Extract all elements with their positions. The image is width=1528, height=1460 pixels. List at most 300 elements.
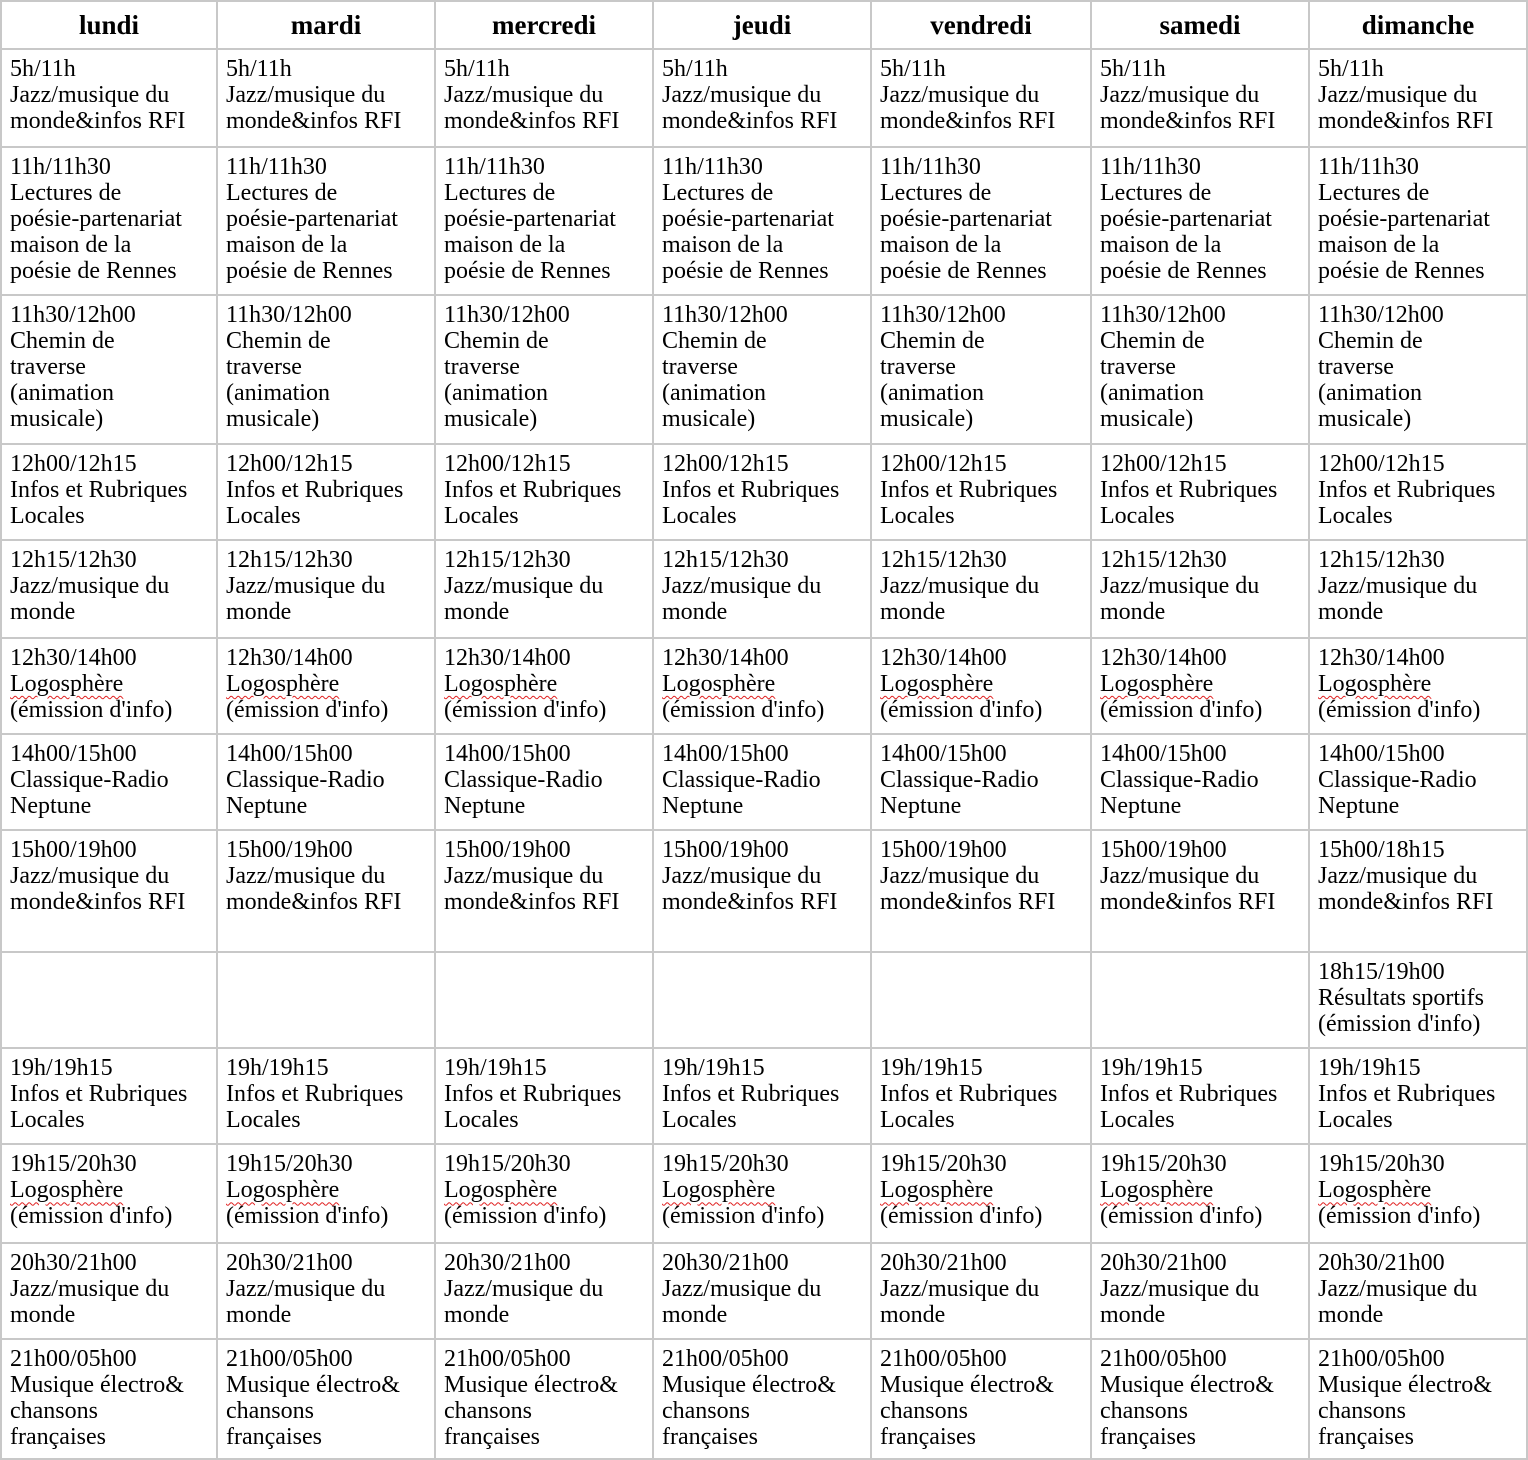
time-slot: 21h00/05h00	[662, 1345, 789, 1372]
schedule-cell-samedi	[1092, 1340, 1310, 1460]
schedule-row	[2, 50, 1528, 148]
program-text: françaises	[444, 1423, 540, 1450]
schedule-cell-samedi	[1092, 50, 1310, 148]
program-text: poésie de Rennes	[1100, 258, 1267, 285]
program-text: musicale)	[1100, 406, 1194, 433]
program-text: françaises	[10, 1423, 106, 1450]
program-text: monde	[1100, 598, 1166, 625]
schedule-cell-dimanche	[1310, 541, 1528, 639]
program-text: Locales	[1100, 502, 1175, 529]
program-text: Logosphère	[1100, 670, 1214, 697]
program-text: Logosphère	[226, 670, 340, 697]
schedule-row	[2, 1049, 1528, 1145]
time-slot: 12h30/14h00	[10, 644, 137, 671]
schedule-cell-lundi	[2, 1145, 218, 1243]
time-slot: 19h15/20h30	[1100, 1151, 1227, 1178]
schedule-cell-mardi	[218, 735, 436, 831]
program-text: chansons	[1100, 1397, 1188, 1424]
program-text: monde&infos RFI	[10, 108, 186, 134]
program-text: chansons	[880, 1397, 968, 1424]
schedule-row	[2, 541, 1528, 639]
schedule-row	[2, 1340, 1528, 1460]
program-text: maison de la	[226, 232, 348, 259]
program-text: Jazz/musique du	[1100, 863, 1260, 890]
program-text: Lectures de	[662, 180, 774, 207]
schedule-cell-samedi	[1092, 735, 1310, 831]
program-text: poésie-partenariat	[662, 206, 834, 233]
program-text: Locales	[880, 502, 955, 529]
program-text: Locales	[226, 502, 301, 529]
program-text: monde&infos RFI	[1318, 889, 1494, 916]
time-slot: 20h30/21h00	[226, 1249, 353, 1276]
program-text: Logosphère	[226, 1177, 340, 1204]
time-slot: 5h/11h	[1100, 56, 1166, 82]
schedule-cell-vendredi	[872, 831, 1092, 953]
program-text: Infos et Rubriques	[10, 476, 188, 503]
day-header-samedi: samedi	[1092, 2, 1310, 50]
schedule-row	[2, 735, 1528, 831]
program-text: Locales	[444, 1107, 519, 1134]
program-text: Lectures de	[226, 180, 338, 207]
program-text: (animation	[226, 380, 330, 407]
program-text: Jazz/musique du	[1318, 82, 1478, 108]
time-slot: 12h30/14h00	[1318, 644, 1445, 671]
program-text: traverse	[444, 354, 520, 381]
program-text: Infos et Rubriques	[1318, 476, 1496, 503]
schedule-cell-lundi	[2, 445, 218, 541]
time-slot: 14h00/15h00	[226, 740, 353, 767]
time-slot: 11h/11h30	[880, 154, 981, 181]
time-slot: 20h30/21h00	[880, 1249, 1007, 1276]
program-text: Locales	[1318, 1107, 1393, 1134]
program-text: Infos et Rubriques	[662, 476, 840, 503]
day-header-mercredi: mercredi	[436, 2, 654, 50]
schedule-cell-samedi	[1092, 639, 1310, 735]
program-text: Lectures de	[1318, 180, 1430, 207]
schedule-cell-mardi	[218, 1145, 436, 1243]
schedule-cell-vendredi	[872, 148, 1092, 296]
schedule-cell-vendredi	[872, 953, 1092, 1049]
schedule-cell-jeudi	[654, 541, 872, 639]
program-text: monde	[662, 598, 728, 625]
time-slot: 20h30/21h00	[662, 1249, 789, 1276]
schedule-cell-samedi	[1092, 831, 1310, 953]
schedule-cell-dimanche	[1310, 1244, 1528, 1340]
schedule-body	[2, 50, 1528, 1460]
time-slot: 19h/19h15	[444, 1055, 547, 1082]
schedule-cell-lundi	[2, 953, 218, 1049]
time-slot: 11h/11h30	[444, 154, 545, 181]
program-text: Locales	[662, 502, 737, 529]
program-text: Jazz/musique du	[444, 1275, 604, 1302]
program-text: Locales	[10, 502, 85, 529]
program-text: poésie-partenariat	[444, 206, 616, 233]
program-text: monde&infos RFI	[1318, 108, 1494, 134]
schedule-cell-lundi	[2, 831, 218, 953]
schedule-row	[2, 831, 1528, 953]
schedule-cell-mardi	[218, 445, 436, 541]
time-slot: 14h00/15h00	[1100, 740, 1227, 767]
program-text: (émission d'info)	[226, 1203, 389, 1230]
program-text: Chemin de	[444, 328, 549, 355]
schedule-row	[2, 953, 1528, 1049]
program-text: Chemin de	[1318, 328, 1423, 355]
time-slot: 11h/11h30	[662, 154, 763, 181]
time-slot: 19h15/20h30	[226, 1151, 353, 1178]
schedule-cell-dimanche	[1310, 1145, 1528, 1243]
schedule-cell-jeudi	[654, 735, 872, 831]
program-text: Musique électro&	[662, 1371, 836, 1398]
program-text: Neptune	[1100, 792, 1182, 819]
program-text: Jazz/musique du	[10, 572, 170, 599]
program-text: Classique-Radio	[1100, 766, 1259, 793]
time-slot: 14h00/15h00	[662, 740, 789, 767]
program-text: Jazz/musique du	[1318, 863, 1478, 890]
time-slot: 11h30/12h00	[662, 302, 788, 329]
schedule-cell-jeudi	[654, 445, 872, 541]
time-slot: 12h15/12h30	[1100, 546, 1227, 573]
program-text: poésie de Rennes	[880, 258, 1047, 285]
schedule-cell-mercredi	[436, 296, 654, 444]
program-text: Chemin de	[880, 328, 985, 355]
time-slot: 15h00/19h00	[10, 837, 137, 864]
schedule-cell-dimanche	[1310, 831, 1528, 953]
program-text: traverse	[1100, 354, 1176, 381]
time-slot: 12h15/12h30	[444, 546, 571, 573]
schedule-cell-lundi	[2, 1244, 218, 1340]
time-slot: 15h00/19h00	[1100, 837, 1227, 864]
program-text: monde&infos RFI	[880, 108, 1056, 134]
program-text: monde	[1318, 1301, 1384, 1328]
schedule-cell-lundi	[2, 735, 218, 831]
schedule-cell-samedi	[1092, 1244, 1310, 1340]
time-slot: 12h00/12h15	[1318, 450, 1445, 477]
program-text: (animation	[444, 380, 548, 407]
schedule-cell-mercredi	[436, 445, 654, 541]
day-header-vendredi: vendredi	[872, 2, 1092, 50]
program-text: (émission d'info)	[10, 696, 173, 723]
program-text: Jazz/musique du	[226, 82, 386, 108]
time-slot: 11h30/12h00	[1100, 302, 1226, 329]
program-text: poésie-partenariat	[1100, 206, 1272, 233]
program-text: Logosphère	[10, 1177, 124, 1204]
program-text: Jazz/musique du	[10, 1275, 170, 1302]
schedule-cell-mardi	[218, 1244, 436, 1340]
program-text: Chemin de	[10, 328, 115, 355]
program-text: françaises	[662, 1423, 758, 1450]
schedule-cell-jeudi	[654, 50, 872, 148]
program-text: monde&infos RFI	[444, 889, 620, 916]
header-row	[2, 2, 1528, 50]
program-text: Jazz/musique du	[226, 1275, 386, 1302]
time-slot: 11h30/12h00	[444, 302, 570, 329]
program-text: Chemin de	[662, 328, 767, 355]
schedule-cell-dimanche	[1310, 735, 1528, 831]
schedule-cell-dimanche	[1310, 1340, 1528, 1460]
program-text: Infos et Rubriques	[226, 1081, 404, 1108]
schedule-cell-lundi	[2, 1049, 218, 1145]
program-text: Infos et Rubriques	[226, 476, 404, 503]
program-text: maison de la	[1100, 232, 1222, 259]
schedule-cell-vendredi	[872, 296, 1092, 444]
time-slot: 14h00/15h00	[1318, 740, 1445, 767]
program-text: Lectures de	[10, 180, 122, 207]
schedule-cell-vendredi	[872, 445, 1092, 541]
program-text: Musique électro&	[226, 1371, 400, 1398]
program-text: traverse	[662, 354, 738, 381]
program-text: Neptune	[1318, 792, 1400, 819]
time-slot: 12h00/12h15	[444, 450, 571, 477]
time-slot: 20h30/21h00	[10, 1249, 137, 1276]
program-text: Logosphère	[880, 1177, 994, 1204]
schedule-cell-mercredi	[436, 639, 654, 735]
schedule-cell-vendredi	[872, 1340, 1092, 1460]
program-text: monde&infos RFI	[226, 108, 402, 134]
schedule-cell-mercredi	[436, 541, 654, 639]
program-text: maison de la	[444, 232, 566, 259]
program-text: Locales	[1318, 502, 1393, 529]
program-text: Infos et Rubriques	[1318, 1081, 1496, 1108]
program-text: Infos et Rubriques	[662, 1081, 840, 1108]
schedule-cell-mardi	[218, 831, 436, 953]
program-text: Infos et Rubriques	[880, 476, 1058, 503]
time-slot: 12h15/12h30	[10, 546, 137, 573]
program-text: poésie de Rennes	[226, 258, 393, 285]
schedule-row	[2, 1244, 1528, 1340]
program-text: monde	[226, 1301, 292, 1328]
program-text: Infos et Rubriques	[880, 1081, 1058, 1108]
time-slot: 14h00/15h00	[444, 740, 571, 767]
time-slot: 12h00/12h15	[1100, 450, 1227, 477]
schedule-cell-mercredi	[436, 831, 654, 953]
program-text: Jazz/musique du	[662, 863, 822, 890]
program-text: Jazz/musique du	[662, 572, 822, 599]
program-text: maison de la	[1318, 232, 1440, 259]
time-slot: 12h30/14h00	[444, 644, 571, 671]
schedule-cell-dimanche	[1310, 953, 1528, 1049]
program-text: Jazz/musique du	[10, 82, 170, 108]
schedule-cell-samedi	[1092, 1145, 1310, 1243]
schedule-cell-dimanche	[1310, 50, 1528, 148]
program-text: Logosphère	[10, 670, 124, 697]
program-text: Classique-Radio	[1318, 766, 1477, 793]
schedule-cell-mercredi	[436, 1244, 654, 1340]
program-text: Lectures de	[880, 180, 992, 207]
program-text: Logosphère	[662, 670, 776, 697]
program-text: chansons	[226, 1397, 314, 1424]
schedule-cell-lundi	[2, 1340, 218, 1460]
time-slot: 12h15/12h30	[662, 546, 789, 573]
program-text: Classique-Radio	[444, 766, 603, 793]
program-text: Jazz/musique du	[1100, 572, 1260, 599]
time-slot: 5h/11h	[880, 56, 946, 82]
schedule-cell-vendredi	[872, 735, 1092, 831]
program-text: monde&infos RFI	[10, 889, 186, 916]
schedule-cell-dimanche	[1310, 639, 1528, 735]
program-text: Infos et Rubriques	[10, 1081, 188, 1108]
program-text: monde	[444, 1301, 510, 1328]
schedule-cell-mardi	[218, 50, 436, 148]
time-slot: 12h30/14h00	[1100, 644, 1227, 671]
program-text: maison de la	[880, 232, 1002, 259]
schedule-cell-vendredi	[872, 1049, 1092, 1145]
program-text: (émission d'info)	[1318, 1203, 1481, 1230]
time-slot: 15h00/19h00	[662, 837, 789, 864]
program-text: françaises	[226, 1423, 322, 1450]
time-slot: 12h30/14h00	[880, 644, 1007, 671]
time-slot: 21h00/05h00	[1100, 1345, 1227, 1372]
schedule-cell-mercredi	[436, 735, 654, 831]
program-text: poésie de Rennes	[662, 258, 829, 285]
time-slot: 20h30/21h00	[1100, 1249, 1227, 1276]
program-text: Locales	[880, 1107, 955, 1134]
program-text: monde&infos RFI	[226, 889, 402, 916]
program-text: Résultats sportifs	[1318, 985, 1484, 1012]
program-text: Musique électro&	[10, 1371, 184, 1398]
program-text: Jazz/musique du	[880, 1275, 1040, 1302]
program-text: traverse	[10, 354, 86, 381]
time-slot: 19h/19h15	[1100, 1055, 1203, 1082]
schedule-cell-dimanche	[1310, 148, 1528, 296]
time-slot: 19h15/20h30	[1318, 1151, 1445, 1178]
time-slot: 21h00/05h00	[444, 1345, 571, 1372]
schedule-cell-lundi	[2, 148, 218, 296]
program-text: poésie de Rennes	[444, 258, 611, 285]
program-text: françaises	[880, 1423, 976, 1450]
schedule-cell-lundi	[2, 639, 218, 735]
time-slot: 21h00/05h00	[10, 1345, 137, 1372]
program-text: Logosphère	[1318, 670, 1432, 697]
schedule-cell-vendredi	[872, 50, 1092, 148]
schedule-cell-lundi	[2, 50, 218, 148]
schedule-row	[2, 639, 1528, 735]
program-text: Logosphère	[880, 670, 994, 697]
program-text: Jazz/musique du	[1318, 572, 1478, 599]
program-text: (émission d'info)	[444, 696, 607, 723]
schedule-row	[2, 148, 1528, 296]
program-text: traverse	[1318, 354, 1394, 381]
program-text: monde&infos RFI	[1100, 889, 1276, 916]
time-slot: 11h/11h30	[226, 154, 327, 181]
time-slot: 15h00/19h00	[444, 837, 571, 864]
schedule-cell-jeudi	[654, 1340, 872, 1460]
schedule-cell-jeudi	[654, 148, 872, 296]
program-text: Infos et Rubriques	[444, 1081, 622, 1108]
schedule-cell-mardi	[218, 296, 436, 444]
program-text: (animation	[10, 380, 114, 407]
program-text: Lectures de	[444, 180, 556, 207]
program-text: maison de la	[662, 232, 784, 259]
time-slot: 21h00/05h00	[1318, 1345, 1445, 1372]
time-slot: 19h15/20h30	[880, 1151, 1007, 1178]
program-text: Musique électro&	[1100, 1371, 1274, 1398]
program-text: Jazz/musique du	[880, 82, 1040, 108]
schedule-cell-vendredi	[872, 1145, 1092, 1243]
program-text: Locales	[662, 1107, 737, 1134]
program-text: Jazz/musique du	[880, 572, 1040, 599]
program-text: monde	[1318, 598, 1384, 625]
program-text: Jazz/musique du	[444, 863, 604, 890]
time-slot: 15h00/18h15	[1318, 837, 1445, 864]
program-text: chansons	[10, 1397, 98, 1424]
program-text: poésie-partenariat	[226, 206, 398, 233]
schedule-cell-mercredi	[436, 1049, 654, 1145]
program-text: monde&infos RFI	[662, 889, 838, 916]
schedule-cell-samedi	[1092, 953, 1310, 1049]
program-text: Infos et Rubriques	[1100, 476, 1278, 503]
time-slot: 14h00/15h00	[880, 740, 1007, 767]
program-text: poésie de Rennes	[1318, 258, 1485, 285]
program-text: musicale)	[880, 406, 974, 433]
time-slot: 5h/11h	[226, 56, 292, 82]
schedule-cell-jeudi	[654, 831, 872, 953]
schedule-cell-vendredi	[872, 639, 1092, 735]
program-text: Chemin de	[226, 328, 331, 355]
time-slot: 11h/11h30	[10, 154, 111, 181]
schedule-cell-lundi	[2, 296, 218, 444]
time-slot: 19h/19h15	[1318, 1055, 1421, 1082]
program-text: (émission d'info)	[1100, 696, 1263, 723]
day-header-lundi: lundi	[2, 2, 218, 50]
program-text: Neptune	[10, 792, 92, 819]
time-slot: 12h15/12h30	[226, 546, 353, 573]
program-text: Jazz/musique du	[444, 82, 604, 108]
program-text: (émission d'info)	[662, 696, 825, 723]
program-text: (émission d'info)	[226, 696, 389, 723]
program-text: monde	[1100, 1301, 1166, 1328]
program-text: Musique électro&	[880, 1371, 1054, 1398]
time-slot: 12h00/12h15	[226, 450, 353, 477]
program-text: Jazz/musique du	[662, 82, 822, 108]
program-text: poésie-partenariat	[10, 206, 182, 233]
schedule-cell-vendredi	[872, 1244, 1092, 1340]
program-text: monde	[880, 1301, 946, 1328]
time-slot: 18h15/19h00	[1318, 959, 1445, 986]
program-text: monde&infos RFI	[444, 108, 620, 134]
schedule-cell-mercredi	[436, 50, 654, 148]
program-text: Logosphère	[1318, 1177, 1432, 1204]
program-text: Jazz/musique du	[1100, 1275, 1260, 1302]
program-text: (émission d'info)	[1318, 1011, 1481, 1038]
program-text: chansons	[1318, 1397, 1406, 1424]
schedule-cell-samedi	[1092, 541, 1310, 639]
time-slot: 5h/11h	[662, 56, 728, 82]
time-slot: 21h00/05h00	[226, 1345, 353, 1372]
time-slot: 11h30/12h00	[1318, 302, 1444, 329]
program-text: monde	[880, 598, 946, 625]
schedule-cell-jeudi	[654, 296, 872, 444]
time-slot: 12h00/12h15	[662, 450, 789, 477]
schedule-cell-mardi	[218, 1049, 436, 1145]
time-slot: 15h00/19h00	[880, 837, 1007, 864]
time-slot: 12h30/14h00	[226, 644, 353, 671]
program-text: monde&infos RFI	[880, 889, 1056, 916]
program-text: musicale)	[226, 406, 320, 433]
program-text: traverse	[880, 354, 956, 381]
program-text: (émission d'info)	[880, 1203, 1043, 1230]
time-slot: 19h15/20h30	[444, 1151, 571, 1178]
program-text: Locales	[226, 1107, 301, 1134]
program-text: Musique électro&	[1318, 1371, 1492, 1398]
program-text: (émission d'info)	[10, 1203, 173, 1230]
program-text: Classique-Radio	[880, 766, 1039, 793]
program-text: poésie-partenariat	[880, 206, 1052, 233]
program-text: Locales	[444, 502, 519, 529]
program-text: Jazz/musique du	[880, 863, 1040, 890]
program-text: Jazz/musique du	[1100, 82, 1260, 108]
program-text: musicale)	[10, 406, 104, 433]
program-text: Neptune	[880, 792, 962, 819]
